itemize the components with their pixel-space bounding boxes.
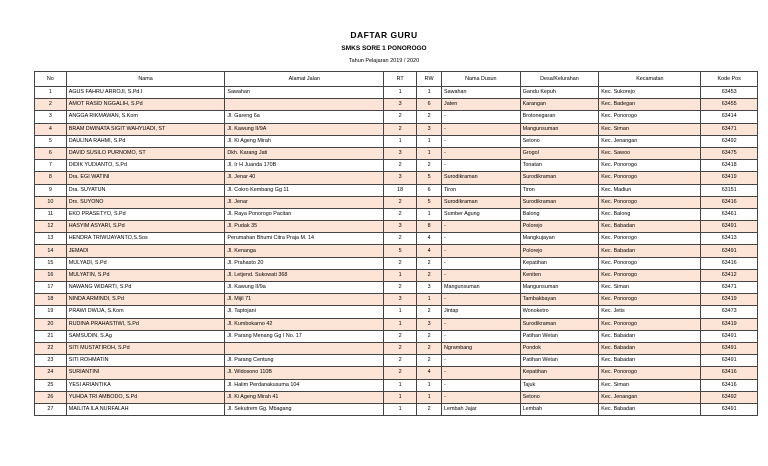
cell-dusun: -	[442, 294, 521, 306]
cell-alamat: Jl. Parang Centung	[225, 355, 384, 367]
cell-dusun: -	[442, 330, 521, 342]
cell-nama: EKO PRASETYO, S.Pd	[66, 208, 225, 220]
cell-rw: 2	[417, 269, 442, 281]
cell-alamat: Jl. Ir H Juanda 170B	[225, 160, 384, 172]
cell-kode-pos: 63418	[701, 160, 758, 172]
cell-alamat: Jl. Cokro Kembang Gg 11	[225, 184, 384, 196]
cell-nama: DIDIK YUDIANTO, S.Pd	[66, 160, 225, 172]
cell-desa: Tiron	[520, 184, 599, 196]
cell-kode-pos: 63455	[701, 99, 758, 111]
cell-kecamatan: Kec. Babadan	[599, 245, 701, 257]
cell-kecamatan: Kec. Ponorogo	[599, 196, 701, 208]
cell-rw: 5	[417, 196, 442, 208]
table-row	[35, 111, 758, 123]
cell-rw: 2	[417, 160, 442, 172]
header-nama: Nama	[66, 72, 225, 87]
cell-no: 2	[35, 99, 67, 111]
cell-alamat	[225, 99, 384, 111]
cell-no: 6	[35, 147, 67, 159]
cell-kecamatan: Kec. Babadan	[599, 330, 701, 342]
cell-rw: 2	[417, 111, 442, 123]
cell-nama: MULYATIN, S.Pd	[66, 269, 225, 281]
cell-kode-pos: 63419	[701, 318, 758, 330]
cell-nama: NINDA ARMINDI, S.Pd	[66, 294, 225, 306]
cell-alamat: Jl. Parang Menang Gg I No. 17	[225, 330, 384, 342]
table-row	[35, 208, 758, 220]
cell-rt: 1	[384, 379, 417, 391]
cell-rt: 1	[384, 87, 417, 99]
cell-rw: 1	[417, 147, 442, 159]
cell-kecamatan: Kec. Ponorogo	[599, 160, 701, 172]
cell-kode-pos: 63491	[701, 330, 758, 342]
table-row	[35, 391, 758, 403]
cell-kecamatan: Kec. Ponorogo	[599, 318, 701, 330]
school-name: SMKS SORE 1 PONOROGO	[341, 45, 427, 52]
cell-kecamatan: Kec. Babadan	[599, 221, 701, 233]
cell-rw: 8	[417, 221, 442, 233]
cell-kecamatan: Kec. Sawoo	[599, 147, 701, 159]
cell-kecamatan: Kec. Ponorogo	[599, 367, 701, 379]
table-row	[35, 221, 758, 233]
cell-kecamatan: Kec. Sukorejo	[599, 87, 701, 99]
cell-rw: 1	[417, 208, 442, 220]
cell-nama: SITI ROHMATIN	[66, 355, 225, 367]
cell-dusun: -	[442, 391, 521, 403]
cell-alamat: Perumahan Bhumi Citra Praja M. 14	[225, 233, 384, 245]
cell-rw: 3	[417, 123, 442, 135]
cell-kecamatan: Kec. Ponorogo	[599, 111, 701, 123]
cell-kecamatan: Kec. Jenangan	[599, 135, 701, 147]
cell-no: 14	[35, 245, 67, 257]
table-row	[35, 99, 758, 111]
cell-nama: Dra. EGI WATINI	[66, 172, 225, 184]
cell-no: 21	[35, 330, 67, 342]
cell-kecamatan: Kec. Madiun	[599, 184, 701, 196]
cell-desa: Brotonegaran	[520, 111, 599, 123]
cell-dusun: -	[442, 367, 521, 379]
cell-no: 25	[35, 379, 67, 391]
cell-alamat: Jl. Mijil 71	[225, 294, 384, 306]
cell-desa: Keniten	[520, 269, 599, 281]
cell-desa: Pondok	[520, 342, 599, 354]
cell-dusun: Surodikraman	[442, 196, 521, 208]
header-no: No	[35, 72, 67, 87]
cell-rt: 1	[384, 306, 417, 318]
cell-rw: 4	[417, 367, 442, 379]
cell-desa: Grogol	[520, 147, 599, 159]
cell-no: 13	[35, 233, 67, 245]
cell-nama: PRAWI DWIJA, S.Kom	[66, 306, 225, 318]
cell-kode-pos: 63475	[701, 147, 758, 159]
cell-nama: Dra. SUYATUN	[66, 184, 225, 196]
cell-no: 1	[35, 87, 67, 99]
cell-kecamatan: Kec. Ponorogo	[599, 269, 701, 281]
cell-kecamatan: Kec. Siman	[599, 123, 701, 135]
table-row	[35, 87, 758, 99]
cell-rt: 5	[384, 245, 417, 257]
cell-kecamatan: Kec. Siman	[599, 379, 701, 391]
cell-rw: 1	[417, 294, 442, 306]
cell-desa: Tambakbayan	[520, 294, 599, 306]
cell-alamat: Jl. Kawung II/9a	[225, 282, 384, 294]
cell-dusun: Lembah Jajar	[442, 403, 521, 415]
cell-desa: Wonoketro	[520, 306, 599, 318]
cell-kode-pos: 63414	[701, 111, 758, 123]
cell-rt: 3	[384, 147, 417, 159]
cell-desa: Setono	[520, 135, 599, 147]
cell-dusun: Jaten	[442, 99, 521, 111]
cell-desa: Surodikraman	[520, 318, 599, 330]
cell-no: 3	[35, 111, 67, 123]
cell-kode-pos: 63419	[701, 172, 758, 184]
cell-alamat: Sawahan	[225, 87, 384, 99]
table-row	[35, 330, 758, 342]
cell-kode-pos: 63491	[701, 355, 758, 367]
cell-rw: 1	[417, 135, 442, 147]
cell-kode-pos: 63453	[701, 87, 758, 99]
cell-rt: 2	[384, 367, 417, 379]
cell-no: 17	[35, 282, 67, 294]
cell-rt: 2	[384, 208, 417, 220]
table-row	[35, 184, 758, 196]
cell-alamat: Jl. Raya Ponorogo Pacitan	[225, 208, 384, 220]
cell-kode-pos: 63416	[701, 379, 758, 391]
cell-alamat: Jl. Ki Ageng Mirah 41	[225, 391, 384, 403]
cell-desa: Surodikraman	[520, 196, 599, 208]
teacher-table	[34, 71, 758, 416]
cell-alamat	[225, 342, 384, 354]
cell-kode-pos: 63412	[701, 269, 758, 281]
cell-dusun: -	[442, 233, 521, 245]
cell-desa: Balong	[520, 208, 599, 220]
cell-desa: Gandu Kepuh	[520, 87, 599, 99]
cell-rw: 2	[417, 306, 442, 318]
cell-rw: 6	[417, 184, 442, 196]
cell-alamat: Dkh. Karang Jati	[225, 147, 384, 159]
cell-dusun: -	[442, 135, 521, 147]
table-row	[35, 355, 758, 367]
cell-no: 20	[35, 318, 67, 330]
cell-dusun: -	[442, 147, 521, 159]
cell-alamat: Jl. Jenar 40	[225, 172, 384, 184]
cell-nama: JEMADI	[66, 245, 225, 257]
cell-rt: 3	[384, 294, 417, 306]
header-rt: RT	[384, 72, 417, 87]
table-row	[35, 233, 758, 245]
cell-rt: 2	[384, 160, 417, 172]
cell-nama: ANGGA RIKMAWAN, S.Kom	[66, 111, 225, 123]
table-row	[35, 403, 758, 415]
cell-rt: 3	[384, 221, 417, 233]
cell-rt: 18	[384, 184, 417, 196]
cell-dusun: Tiron	[442, 184, 521, 196]
cell-rw: 2	[417, 342, 442, 354]
table-row	[35, 135, 758, 147]
table-row	[35, 245, 758, 257]
cell-rt: 3	[384, 99, 417, 111]
cell-nama: HASYIM ASYARI, S.Pd	[66, 221, 225, 233]
cell-dusun: -	[442, 160, 521, 172]
cell-desa: Tonatan	[520, 160, 599, 172]
table-row	[35, 342, 758, 354]
cell-alamat: Jl. Kenanga	[225, 245, 384, 257]
document-title: DAFTAR GURU	[350, 30, 418, 40]
cell-no: 12	[35, 221, 67, 233]
cell-no: 11	[35, 208, 67, 220]
cell-rt: 1	[384, 391, 417, 403]
cell-kode-pos: 63491	[701, 403, 758, 415]
cell-no: 15	[35, 257, 67, 269]
cell-desa: Mangunsuman	[520, 123, 599, 135]
table-row	[35, 123, 758, 135]
cell-alamat: Jl. Ki Ageng Mirah	[225, 135, 384, 147]
cell-nama: AMOT RASID NGGALIH, S.Pd	[66, 99, 225, 111]
cell-rw: 3	[417, 318, 442, 330]
cell-alamat: Jl. Gareng 6a	[225, 111, 384, 123]
cell-no: 5	[35, 135, 67, 147]
cell-kecamatan: Kec. Balong	[599, 208, 701, 220]
cell-no: 4	[35, 123, 67, 135]
cell-dusun: Jintap	[442, 306, 521, 318]
cell-desa: Setono	[520, 391, 599, 403]
cell-desa: Kepatihan	[520, 257, 599, 269]
cell-rt: 2	[384, 233, 417, 245]
cell-alamat: Jl. Pudak 35	[225, 221, 384, 233]
cell-nama: HENDRA TRIWIJAYANTO,S.Sos	[66, 233, 225, 245]
cell-dusun: -	[442, 318, 521, 330]
cell-rt: 2	[384, 196, 417, 208]
cell-rw: 4	[417, 233, 442, 245]
cell-dusun: Sumber Agung	[442, 208, 521, 220]
cell-dusun: -	[442, 257, 521, 269]
cell-kecamatan: Kec. Babadan	[599, 355, 701, 367]
cell-rw: 1	[417, 379, 442, 391]
cell-desa: Polorejo	[520, 245, 599, 257]
cell-dusun: Sawahan	[442, 87, 521, 99]
cell-alamat: Jl. Sekutrem Gg. Mbagang	[225, 403, 384, 415]
cell-dusun: -	[442, 245, 521, 257]
cell-alamat: Jl. Jenar	[225, 196, 384, 208]
table-row	[35, 367, 758, 379]
cell-nama: DAULINA RAHMI, S.Pd	[66, 135, 225, 147]
cell-rt: 2	[384, 342, 417, 354]
table-header-row	[35, 72, 758, 87]
cell-desa: Surodikraman	[520, 172, 599, 184]
cell-dusun: Surodikraman	[442, 172, 521, 184]
cell-dusun: -	[442, 111, 521, 123]
cell-no: 19	[35, 306, 67, 318]
cell-rt: 1	[384, 318, 417, 330]
cell-no: 27	[35, 403, 67, 415]
header-rw: RW	[417, 72, 442, 87]
cell-nama: BRAM DWINATA SIGIT WAHYUADI, ST	[66, 123, 225, 135]
cell-nama: MULYADI, S.Pd	[66, 257, 225, 269]
cell-desa: Patihan Wetan	[520, 330, 599, 342]
table-row	[35, 257, 758, 269]
cell-nama: MAILITA ILA NURFALAH	[66, 403, 225, 415]
cell-kode-pos: 63492	[701, 391, 758, 403]
cell-no: 18	[35, 294, 67, 306]
cell-kode-pos: 63492	[701, 135, 758, 147]
cell-dusun: -	[442, 355, 521, 367]
cell-alamat: Jl. Widosono 110B	[225, 367, 384, 379]
cell-dusun: Mangunsuman	[442, 282, 521, 294]
cell-no: 10	[35, 196, 67, 208]
cell-kecamatan: Kec. Badegan	[599, 99, 701, 111]
table-row	[35, 282, 758, 294]
cell-kode-pos: 63473	[701, 306, 758, 318]
cell-kode-pos: 63416	[701, 257, 758, 269]
cell-kode-pos: 63471	[701, 282, 758, 294]
cell-alamat: Jl. Prahasto 20	[225, 257, 384, 269]
cell-rw: 1	[417, 391, 442, 403]
table-row	[35, 269, 758, 281]
cell-alamat: Jl. Kawung II/9A	[225, 123, 384, 135]
cell-alamat: Jl. Halim Perdanakusuma 104	[225, 379, 384, 391]
cell-no: 16	[35, 269, 67, 281]
cell-rt: 1	[384, 269, 417, 281]
cell-no: 24	[35, 367, 67, 379]
header-kecamatan: Kecamatan	[599, 72, 701, 87]
cell-kecamatan: Kec. Ponorogo	[599, 294, 701, 306]
table-row	[35, 160, 758, 172]
cell-rw: 2	[417, 330, 442, 342]
cell-no: 9	[35, 184, 67, 196]
cell-no: 23	[35, 355, 67, 367]
cell-rt: 2	[384, 123, 417, 135]
cell-kode-pos: 63416	[701, 367, 758, 379]
cell-alamat: Jl. Kumbokarno 42	[225, 318, 384, 330]
cell-desa: Lembah	[520, 403, 599, 415]
header-desa: Desa/Kelurahan	[520, 72, 599, 87]
cell-rw: 1	[417, 87, 442, 99]
cell-rt: 3	[384, 172, 417, 184]
cell-nama: AGUS FAHRU ARROJI, S.Pd.I	[66, 87, 225, 99]
cell-nama: YUHDA TRI AMBODO, S.Pd	[66, 391, 225, 403]
cell-no: 7	[35, 160, 67, 172]
header-dusun: Nama Dusun	[442, 72, 521, 87]
cell-dusun: -	[442, 221, 521, 233]
cell-dusun: -	[442, 123, 521, 135]
cell-kecamatan: Kec. Siman	[599, 282, 701, 294]
cell-nama: DAVID SUSILO PURNOMO, ST	[66, 147, 225, 159]
cell-nama: RUDINA PRAHASTIWI, S.Pd	[66, 318, 225, 330]
header-kode-pos: Kode Pos	[701, 72, 758, 87]
cell-kecamatan: Kec. Babadan	[599, 403, 701, 415]
cell-desa: Karangan	[520, 99, 599, 111]
cell-kecamatan: Kec. Ponorogo	[599, 233, 701, 245]
cell-rt: 2	[384, 355, 417, 367]
cell-nama: SURIANTINI	[66, 367, 225, 379]
cell-desa: Patihan Wetan	[520, 355, 599, 367]
cell-kode-pos: 63491	[701, 342, 758, 354]
cell-rt: 2	[384, 257, 417, 269]
table-row	[35, 196, 758, 208]
cell-kode-pos: 63471	[701, 123, 758, 135]
cell-nama: NAWANG WIDARTI, S.Pd	[66, 282, 225, 294]
table-row	[35, 306, 758, 318]
cell-rw: 3	[417, 282, 442, 294]
cell-rw: 4	[417, 245, 442, 257]
cell-kode-pos: 63491	[701, 221, 758, 233]
cell-kecamatan: Kec. Ponorogo	[599, 257, 701, 269]
cell-no: 26	[35, 391, 67, 403]
cell-rw: 5	[417, 172, 442, 184]
cell-kode-pos: 63151	[701, 184, 758, 196]
cell-nama: YESI ARIANTIKA	[66, 379, 225, 391]
cell-nama: SAMSUDIN, S.Ag	[66, 330, 225, 342]
cell-kode-pos: 63416	[701, 196, 758, 208]
table-row	[35, 379, 758, 391]
cell-desa: Mangunsuman	[520, 282, 599, 294]
table-row	[35, 147, 758, 159]
cell-dusun: -	[442, 379, 521, 391]
cell-rw: 6	[417, 99, 442, 111]
cell-kecamatan: Kec. Jenangan	[599, 391, 701, 403]
cell-rt: 1	[384, 403, 417, 415]
cell-kode-pos: 63491	[701, 245, 758, 257]
cell-kode-pos: 63461	[701, 208, 758, 220]
academic-year: Tahun Pelajaran 2019 / 2020	[348, 58, 420, 64]
cell-no: 22	[35, 342, 67, 354]
cell-alamat: Jl. Taptojani	[225, 306, 384, 318]
cell-alamat: Jl. Letjend. Sukowati 368	[225, 269, 384, 281]
cell-nama: Drs. SUYONO	[66, 196, 225, 208]
cell-kecamatan: Kec. Babadan	[599, 342, 701, 354]
cell-rw: 2	[417, 403, 442, 415]
cell-rt: 1	[384, 135, 417, 147]
table-row	[35, 318, 758, 330]
cell-kecamatan: Kec. Ponorogo	[599, 172, 701, 184]
cell-rt: 2	[384, 330, 417, 342]
cell-desa: Polorejo	[520, 221, 599, 233]
cell-dusun: -	[442, 269, 521, 281]
table-row	[35, 172, 758, 184]
cell-desa: Mangkujayan	[520, 233, 599, 245]
cell-desa: Kepatihan	[520, 367, 599, 379]
cell-rt: 2	[384, 111, 417, 123]
cell-rw: 2	[417, 257, 442, 269]
cell-no: 8	[35, 172, 67, 184]
cell-kode-pos: 63419	[701, 294, 758, 306]
cell-kecamatan: Kec. Jetis	[599, 306, 701, 318]
cell-rt: 2	[384, 282, 417, 294]
cell-rw: 2	[417, 355, 442, 367]
cell-nama: SITI MUSTATIROH, S.Pd	[66, 342, 225, 354]
header-alamat: Alamat Jalan	[225, 72, 384, 87]
cell-dusun: Ngrambang	[442, 342, 521, 354]
cell-desa: Tajuk	[520, 379, 599, 391]
table-row	[35, 294, 758, 306]
cell-kode-pos: 63413	[701, 233, 758, 245]
